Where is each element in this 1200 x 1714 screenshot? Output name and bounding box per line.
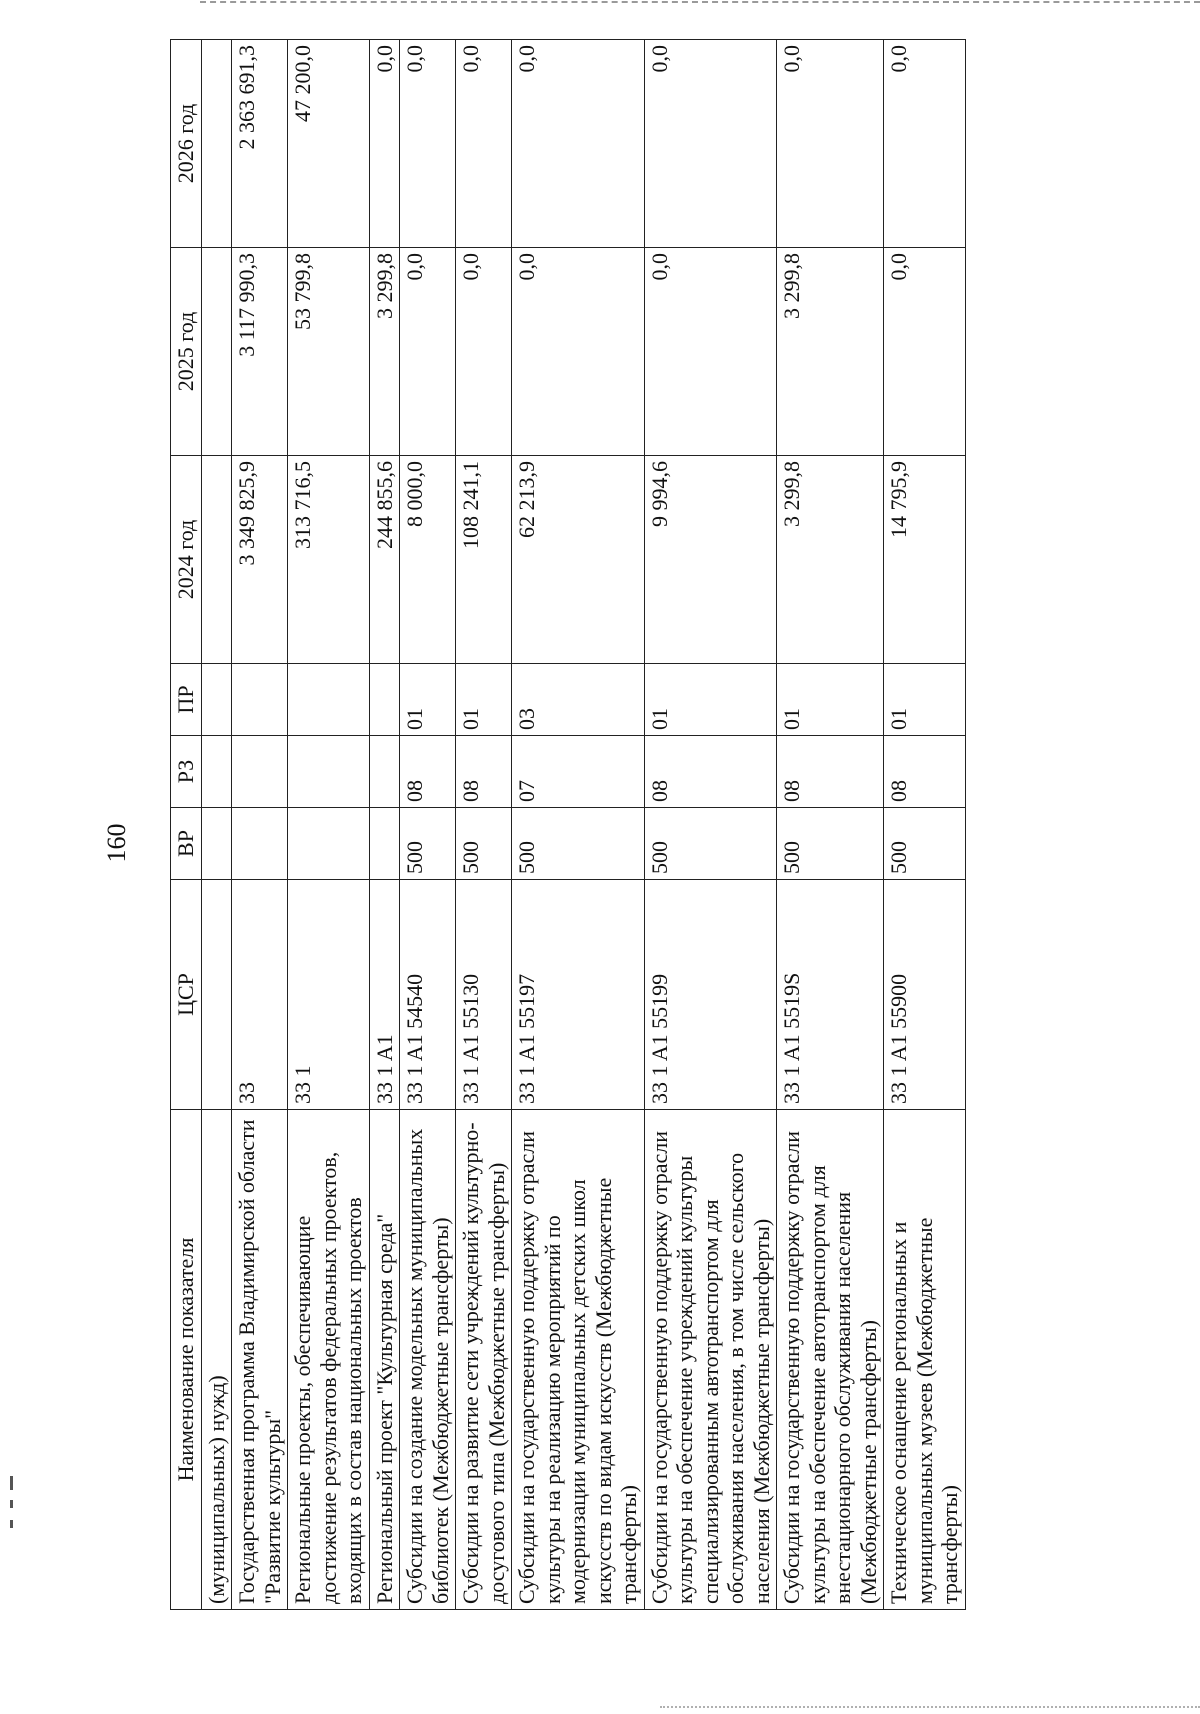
cell-2026: 0,0 [644,40,777,248]
scan-mark [10,1500,13,1508]
scan-edge-bottom [660,1706,1200,1708]
cell-csr: 33 1 A1 55900 [884,880,966,1110]
cell-csr: 33 1 A1 55130 [456,880,512,1110]
cell-rz [288,736,370,808]
cell-name: Техническое оснащение региональных и муниципальных музеев (Межбюджетные трансферты) [884,1110,966,1610]
cell-vr [369,808,400,880]
cell-csr: 33 1 A1 55199 [644,880,777,1110]
cell-pr [288,664,370,736]
cell-vr: 500 [456,808,512,880]
scan-mark [10,1476,13,1490]
cell-name: Региональные проекты, обеспечивающие достижение результатов федеральных проектов, входящих в состав национальных проектов [288,1110,370,1610]
cell-pr [369,664,400,736]
cell-2025 [201,248,232,456]
cell-2025: 0,0 [512,248,645,456]
cell-2025: 0,0 [456,248,512,456]
cell-2024: 62 213,9 [512,456,645,664]
table-row [512,40,645,1610]
table-row [400,40,456,1610]
cell-2025: 0,0 [884,248,966,456]
cell-2026: 0,0 [777,40,884,248]
cell-pr [232,664,288,736]
table-row [201,40,232,1610]
cell-vr [201,808,232,880]
rotated-page-content [170,40,1083,1610]
cell-rz: 08 [777,736,884,808]
cell-rz [232,736,288,808]
cell-vr: 500 [777,808,884,880]
header-vr: ВР [171,808,202,880]
cell-csr: 33 1 A1 54540 [400,880,456,1110]
cell-2026: 0,0 [512,40,645,248]
header-2026: 2026 год [171,40,202,248]
table-row [456,40,512,1610]
cell-name: Субсидии на развитие сети учреждений культурно-досугового типа (Межбюджетные трансферты) [456,1110,512,1610]
cell-2024: 244 855,6 [369,456,400,664]
cell-pr: 01 [644,664,777,736]
cell-2026: 47 200,0 [288,40,370,248]
cell-rz: 08 [644,736,777,808]
cell-vr [288,808,370,880]
cell-pr: 01 [400,664,456,736]
cell-2025: 0,0 [400,248,456,456]
cell-name: Региональный проект "Культурная среда" [369,1110,400,1610]
cell-2024: 3 349 825,9 [232,456,288,664]
cell-2025: 3 299,8 [369,248,400,456]
budget-table [170,39,966,1610]
cell-pr: 01 [777,664,884,736]
cell-rz: 07 [512,736,645,808]
cell-2026: 0,0 [369,40,400,248]
cell-2024: 313 716,5 [288,456,370,664]
header-2024: 2024 год [171,456,202,664]
cell-2025: 3 299,8 [777,248,884,456]
cell-rz: 08 [884,736,966,808]
cell-2025: 0,0 [644,248,777,456]
cell-2024 [201,456,232,664]
cell-2024: 108 241,1 [456,456,512,664]
scan-mark [10,1520,13,1528]
table-row [884,40,966,1610]
cell-name: Субсидии на государственную поддержку отрасли культуры на реализацию мероприятий по модернизации муниципальных детских школ искусств по видам искусств (Межбюджетные трансферты) [512,1110,645,1610]
cell-pr [201,664,232,736]
cell-vr: 500 [884,808,966,880]
cell-name: (муниципальных) нужд) [201,1110,232,1610]
cell-2026: 2 363 691,3 [232,40,288,248]
cell-pr: 01 [456,664,512,736]
cell-pr: 01 [884,664,966,736]
cell-rz: 08 [400,736,456,808]
cell-name: Субсидии на государственную поддержку отрасли культуры на обеспечение автотранспортом для внестационарного обслуживания населения (Межбюджетные трансферты) [777,1110,884,1610]
cell-pr: 03 [512,664,645,736]
table-row [369,40,400,1610]
cell-name: Государственная программа Владимирской области "Развитие культуры" [232,1110,288,1610]
cell-csr: 33 1 [288,880,370,1110]
table-header-row [171,40,202,1610]
scan-edge-top [200,1,1200,3]
header-pr: ПР [171,664,202,736]
cell-2024: 14 795,9 [884,456,966,664]
cell-csr: 33 1 A1 5519S [777,880,884,1110]
cell-2026 [201,40,232,248]
cell-2024: 3 299,8 [777,456,884,664]
cell-rz: 08 [456,736,512,808]
cell-2024: 8 000,0 [400,456,456,664]
cell-name: Субсидии на создание модельных муниципальных библиотек (Межбюджетные трансферты) [400,1110,456,1610]
cell-2024: 9 994,6 [644,456,777,664]
table-row [288,40,370,1610]
cell-csr: 33 1 A1 [369,880,400,1110]
cell-vr: 500 [644,808,777,880]
header-rz: РЗ [171,736,202,808]
cell-csr [201,880,232,1110]
cell-vr: 500 [400,808,456,880]
cell-rz [201,736,232,808]
cell-vr [232,808,288,880]
cell-csr: 33 [232,880,288,1110]
cell-2026: 0,0 [400,40,456,248]
table-row [232,40,288,1610]
cell-2026: 0,0 [884,40,966,248]
cell-name: Субсидии на государственную поддержку отрасли культуры на обеспечение учреждений культуры специализированным автотранспортом для обслуживания населения, в том числе сельского населения (Межбюджетные трансферты) [644,1110,777,1610]
table-row [777,40,884,1610]
cell-rz [369,736,400,808]
header-2025: 2025 год [171,248,202,456]
cell-2025: 53 799,8 [288,248,370,456]
table-row [644,40,777,1610]
header-indicator-name: Наименование показателя [171,1110,202,1610]
page-number: 160 [102,823,131,863]
cell-csr: 33 1 A1 55197 [512,880,645,1110]
header-csr: ЦСР [171,880,202,1110]
cell-vr: 500 [512,808,645,880]
cell-2026: 0,0 [456,40,512,248]
cell-2025: 3 117 990,3 [232,248,288,456]
